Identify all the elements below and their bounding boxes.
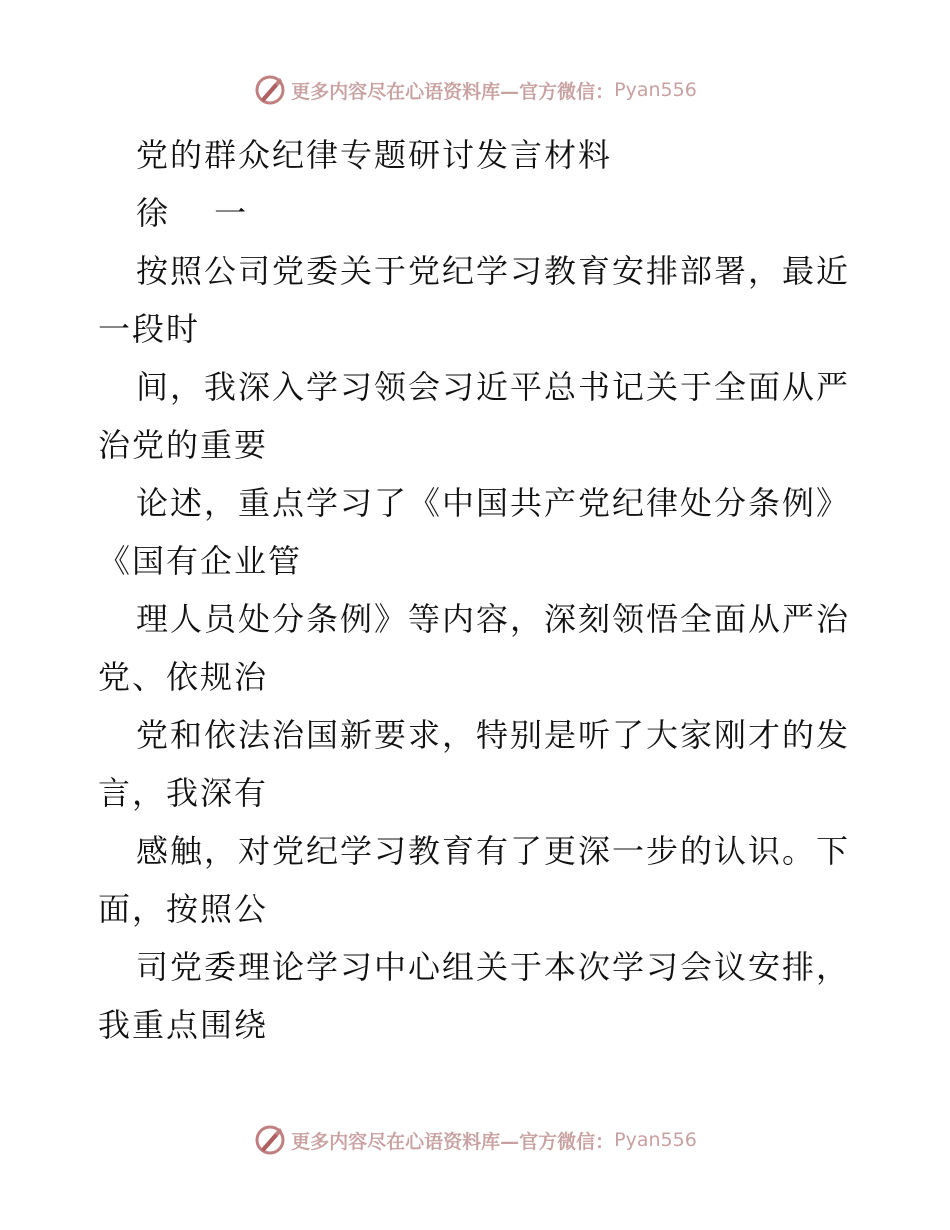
watermark-text: 更多内容尽在心语资料库—官方微信： bbox=[291, 1130, 615, 1153]
paragraph-line: 一段时 bbox=[98, 310, 201, 348]
paragraph-line: 治党的重要 bbox=[98, 426, 269, 464]
pen-logo-icon bbox=[253, 73, 287, 107]
document-author: 徐 一 bbox=[136, 194, 265, 232]
paragraph-line: 司党委理论学习中心组关于本次学习会议安排， bbox=[136, 948, 851, 986]
paragraph-line: 面，按照公 bbox=[98, 890, 269, 928]
paragraph-line: 按照公司党委关于党纪学习教育安排部署，最近 bbox=[136, 252, 851, 290]
document-title: 党的群众纪律专题研讨发言材料 bbox=[136, 136, 613, 174]
watermark-wechat-id: Pyan556 bbox=[614, 1129, 697, 1151]
pen-logo-icon bbox=[253, 1123, 287, 1157]
watermark-wechat-id: Pyan556 bbox=[614, 79, 697, 101]
paragraph-line: 感触，对党纪学习教育有了更深一步的认识。下 bbox=[136, 832, 851, 870]
paragraph-line: 理人员处分条例》等内容，深刻领悟全面从严治 bbox=[136, 600, 851, 638]
paragraph-line: 言，我深有 bbox=[98, 774, 269, 812]
paragraph-line: 党和依法治国新要求，特别是听了大家刚才的发 bbox=[136, 716, 851, 754]
watermark-text: 更多内容尽在心语资料库—官方微信： bbox=[291, 80, 615, 103]
paragraph-line: 间，我深入学习领会习近平总书记关于全面从严 bbox=[136, 368, 851, 406]
paragraph-line: 论述，重点学习了《中国共产党纪律处分条例》 bbox=[136, 484, 851, 522]
paragraph-line: 《国有企业管 bbox=[98, 542, 303, 580]
header-watermark bbox=[0, 70, 950, 110]
paragraph-line: 我重点围绕 bbox=[98, 1006, 269, 1044]
document-body bbox=[98, 126, 868, 1054]
paragraph-line: 党、依规治 bbox=[98, 658, 269, 696]
footer-watermark bbox=[0, 1120, 950, 1160]
